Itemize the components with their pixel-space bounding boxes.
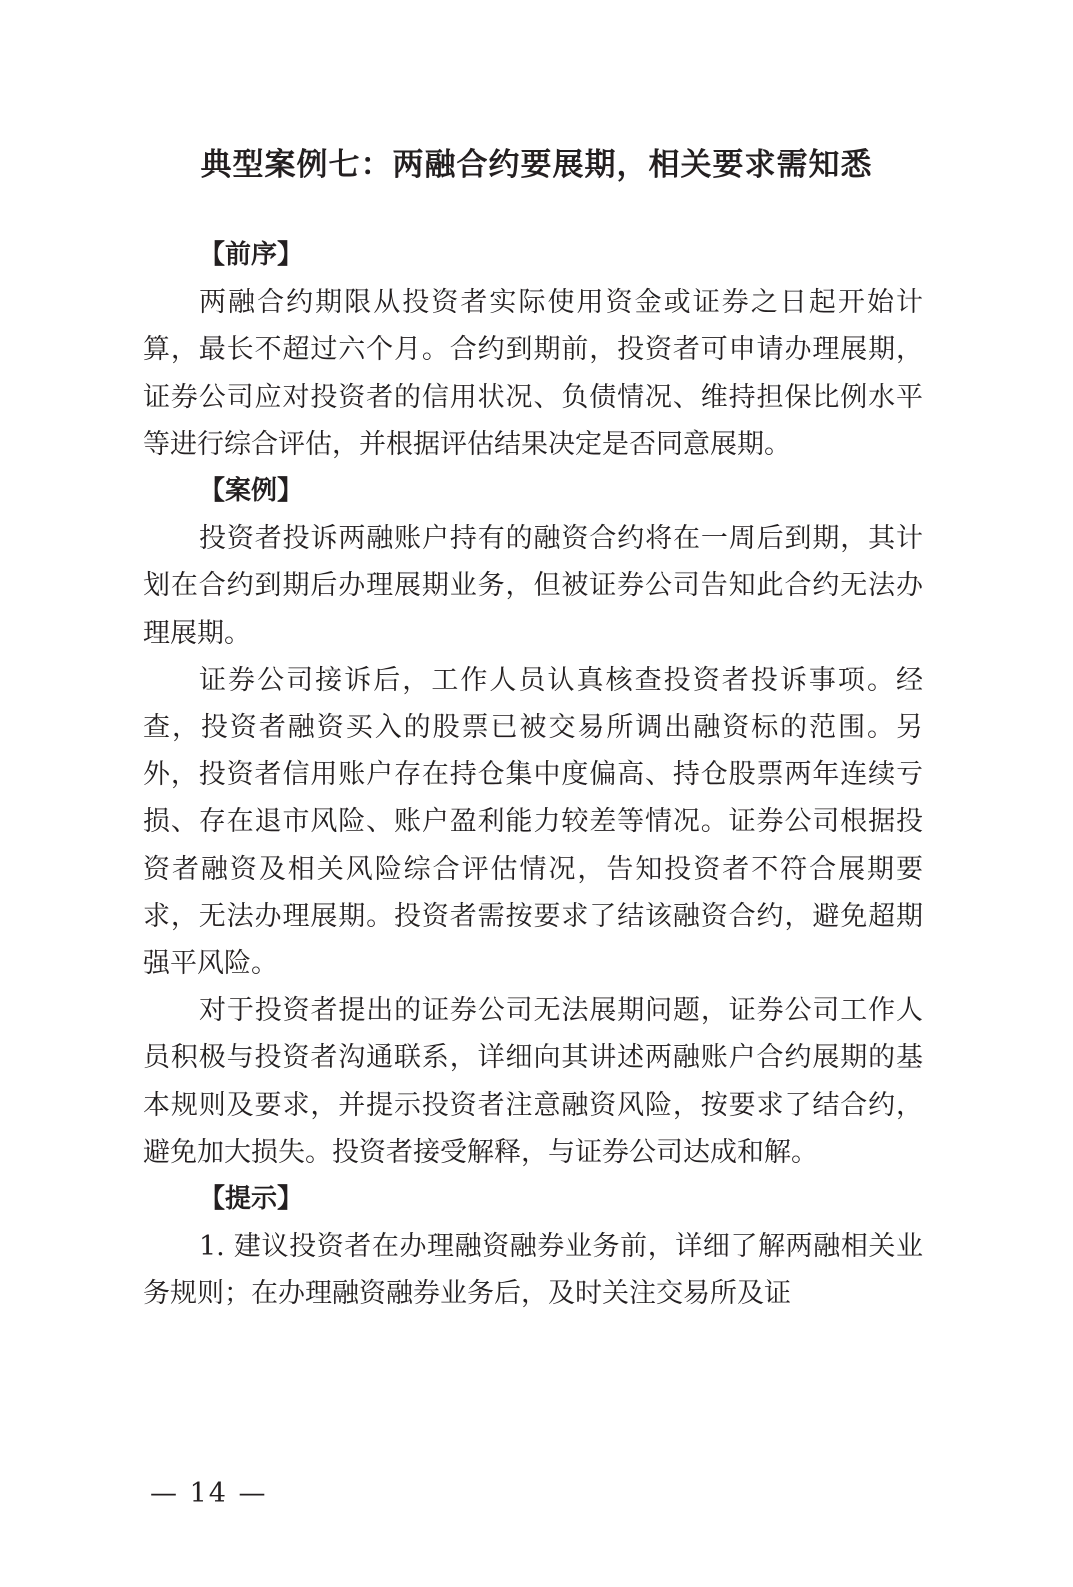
section-heading-case: 【案例】 — [199, 476, 304, 507]
page-title: 典型案例七：两融合约要展期，相关要求需知悉 — [200, 147, 873, 183]
paragraph-preface-1: 两融合约期限从投资者实际使用资金或证券之日起开始计算，最长不超过六个月。合约到期前，投资者可申请办理展期，证券公司应对投资者的信用状况、负债情况、维持担保比例水平等进行综合评估，并根据评估结果决定是否同意展期。 — [143, 287, 923, 460]
paragraph-case-3: 对于投资者提出的证券公司无法展期问题，证券公司工作人员积极与投资者沟通联系，详细向其讲述两融账户合约展期的基本规则及要求，并提示投资者注意融资风险，按要求了结合约，避免加大损失。投资者接受解释，与证券公司达成和解。 — [143, 995, 923, 1168]
section-heading-preface: 【前序】 — [199, 240, 304, 270]
paragraph-case-2: 证券公司接诉后，工作人员认真核查投资者投诉事项。经查，投资者融资买入的股票已被交易所调出融资标的范围。另外，投资者信用账户存在持仓集中度偏高、持仓股票两年连续亏损、存在退市风险、账户盈利能力较差等情况。证券公司根据投资者融资及相关风险综合评估情况，告知投资者不符合展期要求，无法办理展期。投资者需按要求了结该融资合约，避免超期强平风险。 — [143, 664, 923, 980]
section-heading-tips: 【提示】 — [199, 1184, 304, 1215]
body-content — [143, 232, 923, 1318]
paragraph-tips-1: 1. 建议投资者在办理融资融券业务前，详细了解两融相关业务规则；在办理融资融券业务后，及时关注交易所及证 — [143, 1231, 923, 1310]
paragraph-case-1: 投资者投诉两融账户持有的融资合约将在一周后到期，其计划在合约到期后办理展期业务，但被证券公司告知此合约无法办理展期。 — [143, 523, 923, 649]
page-number: — 14 — — [150, 1478, 268, 1509]
